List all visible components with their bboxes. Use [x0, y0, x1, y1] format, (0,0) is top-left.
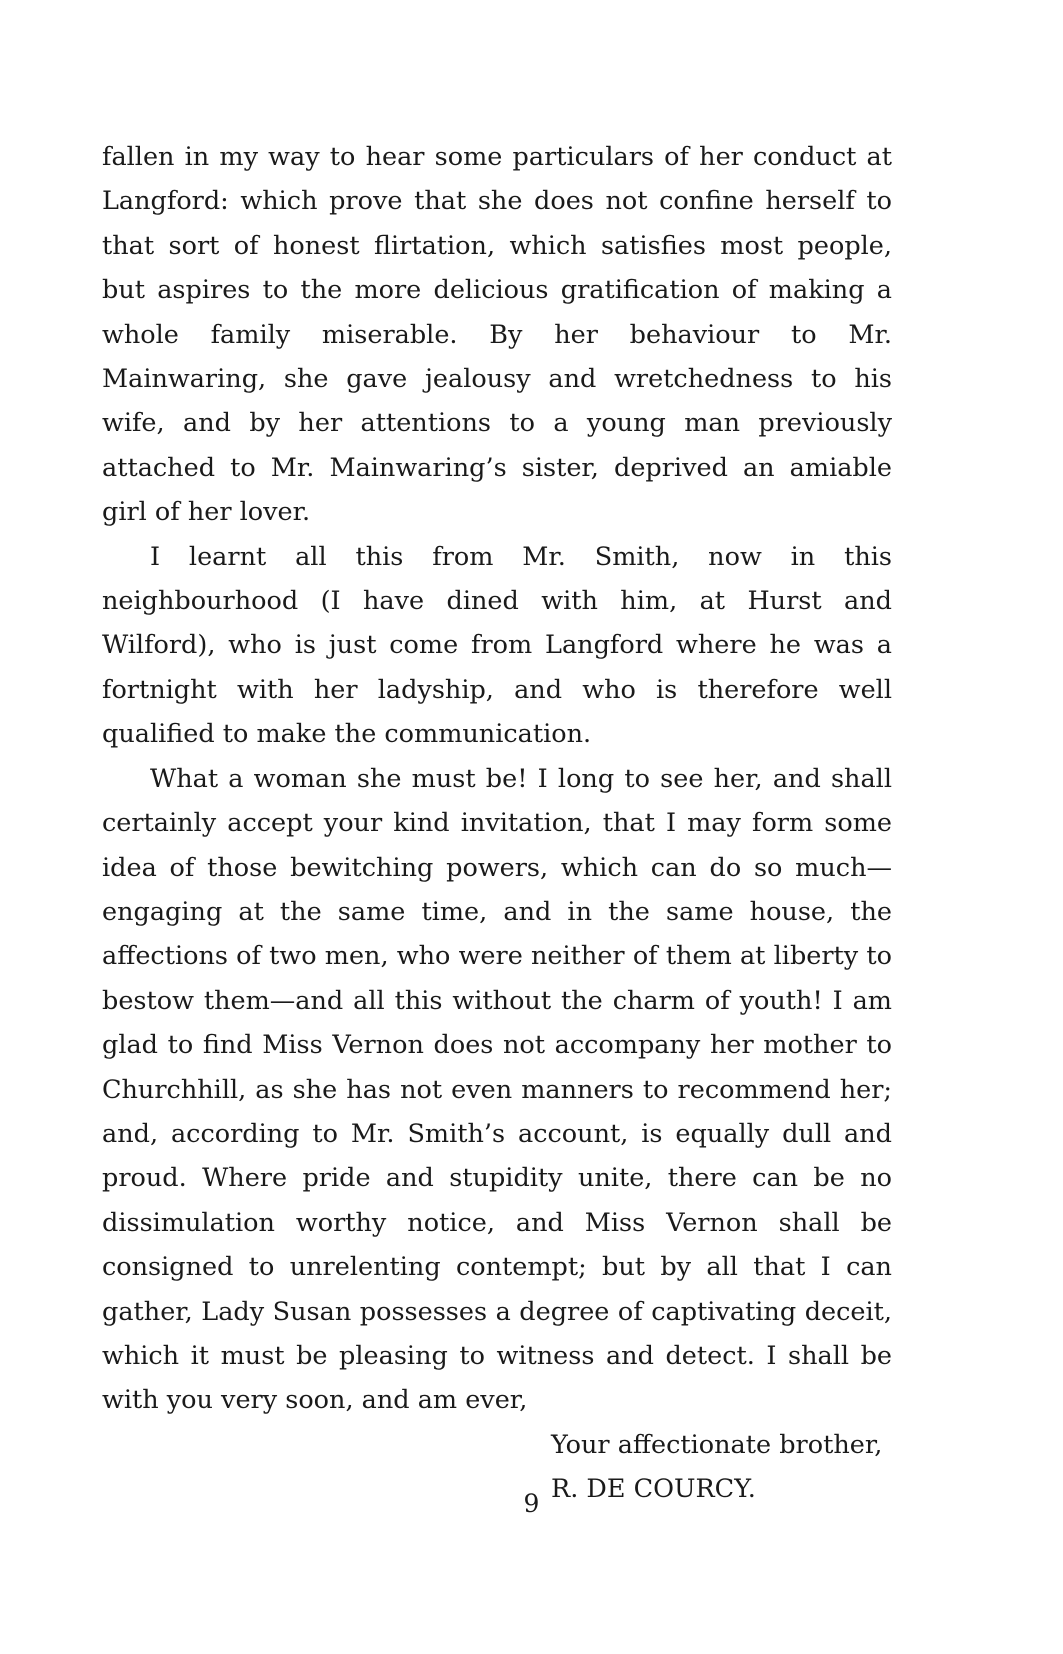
paragraph-continued: fallen in my way to hear some particulars of her conduct at Langford: which prove that she does not confine herself to that sort of honest flirtation, which satisfies most people, but aspires to the more delicious gratification of making a whole family miserable. By her behaviour to Mr. Mainwaring, she gave jealousy and wretchedness to his wife, and by her attentions to a young man previously attached to Mr. Mainwaring’s sister, deprived an amiable girl of her lover. [102, 142, 892, 528]
paragraph-mr-smith: I learnt all this from Mr. Smith, now in this neighbourhood (I have dined with him, at Hurst and Wilford), who is just come from Langford where he was a fortnight with her ladyship, and who is therefore well qualified to make the communication. [102, 541, 892, 750]
body-text [102, 135, 892, 1512]
paragraph-what-a-woman: What a woman she must be! I long to see her, and shall certainly accept your kind invitation, that I may form some idea of those bewitching powers, which can do so much—engaging at the same time, and in the same house, the affections of two men, who were neither of them at liberty to bestow them—and all this without the charm of youth! I am glad to find Miss Vernon does not accompany her mother to Churchhill, as she has not even manners to recommend her; and, according to Mr. Smith’s account, is equally dull and proud. Where pride and stupidity unite, there can be no dissimulation worthy notice, and Miss Vernon shall be consigned to unrelenting contempt; but by all that I can gather, Lady Susan possesses a degree of captivating deceit, which it must be pleasing to witness and detect. I shall be with you very soon, and am ever, [102, 763, 892, 1416]
letter-closing: Your affectionate brother, [551, 1429, 883, 1460]
letter-signature: R. DE COURCY. [551, 1474, 756, 1505]
page-number: 9 [523, 1489, 540, 1518]
